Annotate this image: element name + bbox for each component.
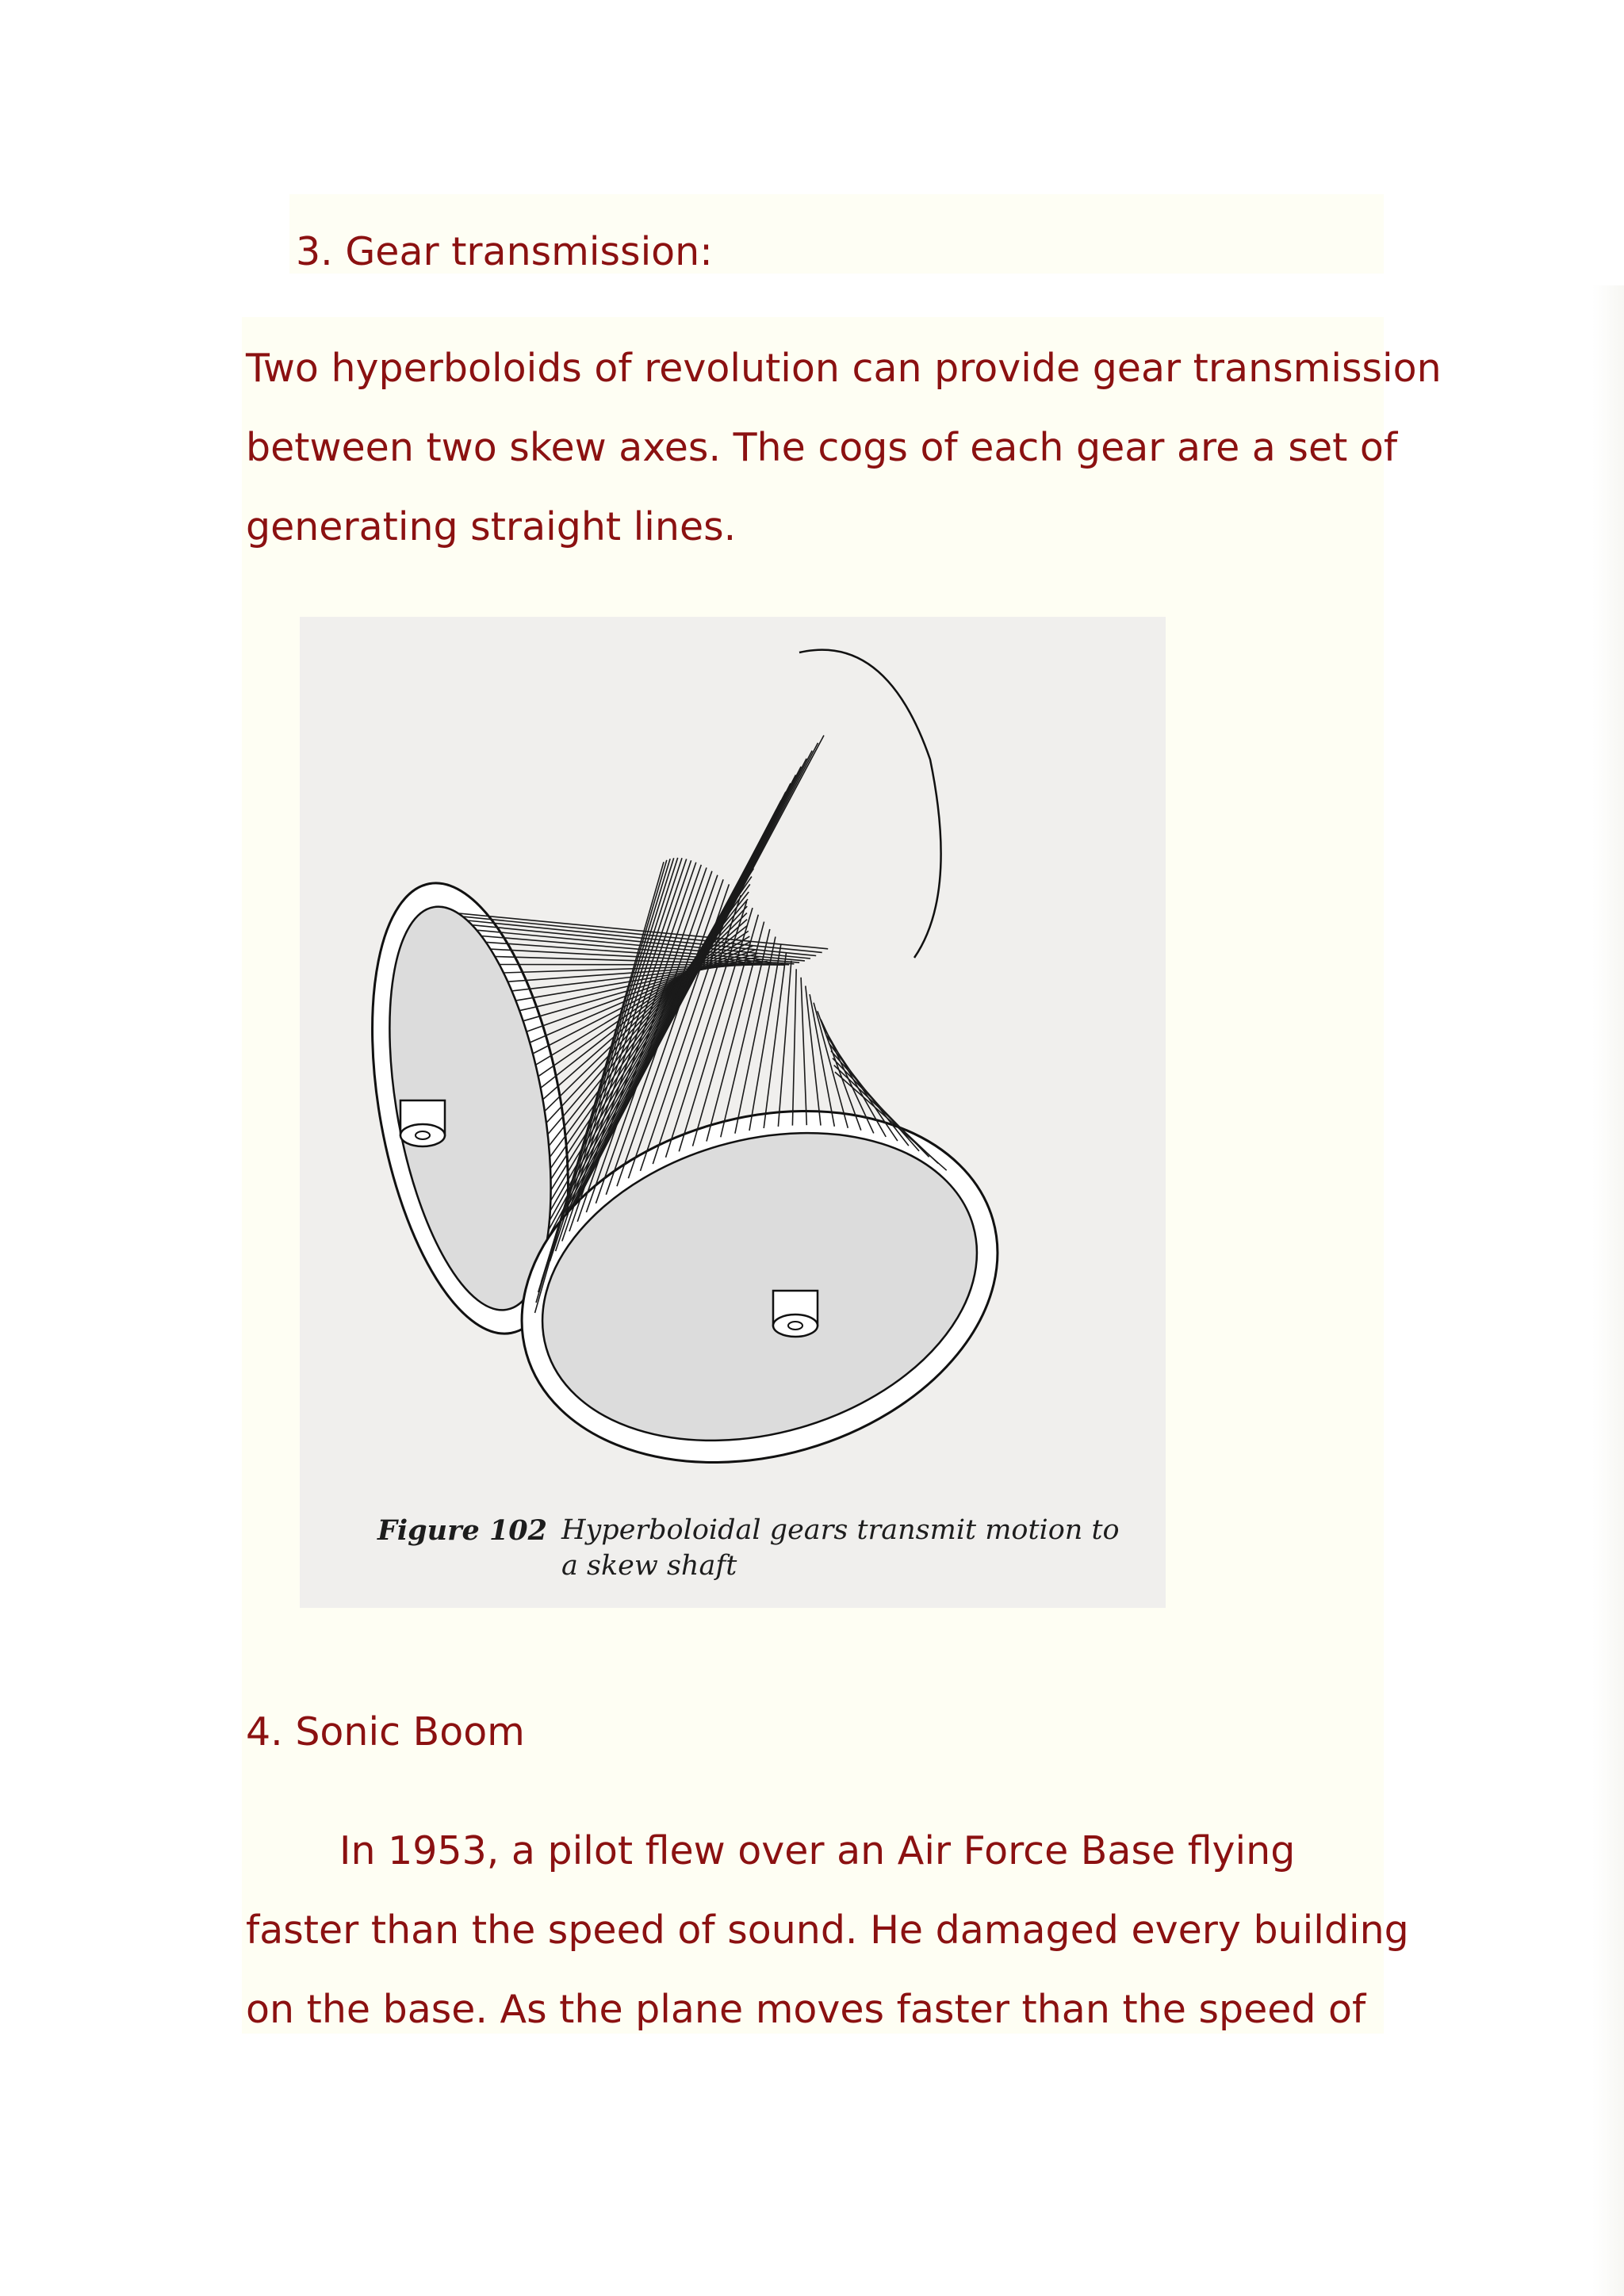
section-3-heading: 3. Gear transmission:: [296, 229, 713, 274]
section-4-paragraph-line-1: In 1953, a pilot flew over an Air Force Base flying: [339, 1828, 1296, 1873]
figure-caption-line-2: a skew shaft: [561, 1550, 737, 1582]
section-3-paragraph-line-1: Two hyperboloids of revolution can provide gear transmission: [246, 346, 1442, 391]
upper-shaft-hub-hole: [416, 1131, 430, 1139]
page-edge-shadow: [1592, 285, 1624, 2296]
figure-label: Figure 102: [377, 1514, 548, 1547]
section-3-paragraph-line-3: generating straight lines.: [246, 504, 737, 549]
hyperboloidal-gears-figure: [300, 617, 1166, 1608]
section-3-paragraph-line-2: between two skew axes. The cogs of each gear are a set of: [246, 425, 1398, 470]
figure-caption-line-1: Hyperboloidal gears transmit motion to: [561, 1514, 1120, 1546]
section-4-heading: 4. Sonic Boom: [246, 1709, 525, 1755]
hyperboloid-gears-illustration: [300, 617, 1166, 1608]
section-4-paragraph-line-2: faster than the speed of sound. He damaged every building: [246, 1908, 1409, 1953]
section-4-paragraph-line-3: on the base. As the plane moves faster than the speed of: [246, 1987, 1366, 2032]
lower-shaft-hub-hole: [788, 1322, 802, 1330]
upper-gear-flared-rim: [799, 650, 941, 958]
